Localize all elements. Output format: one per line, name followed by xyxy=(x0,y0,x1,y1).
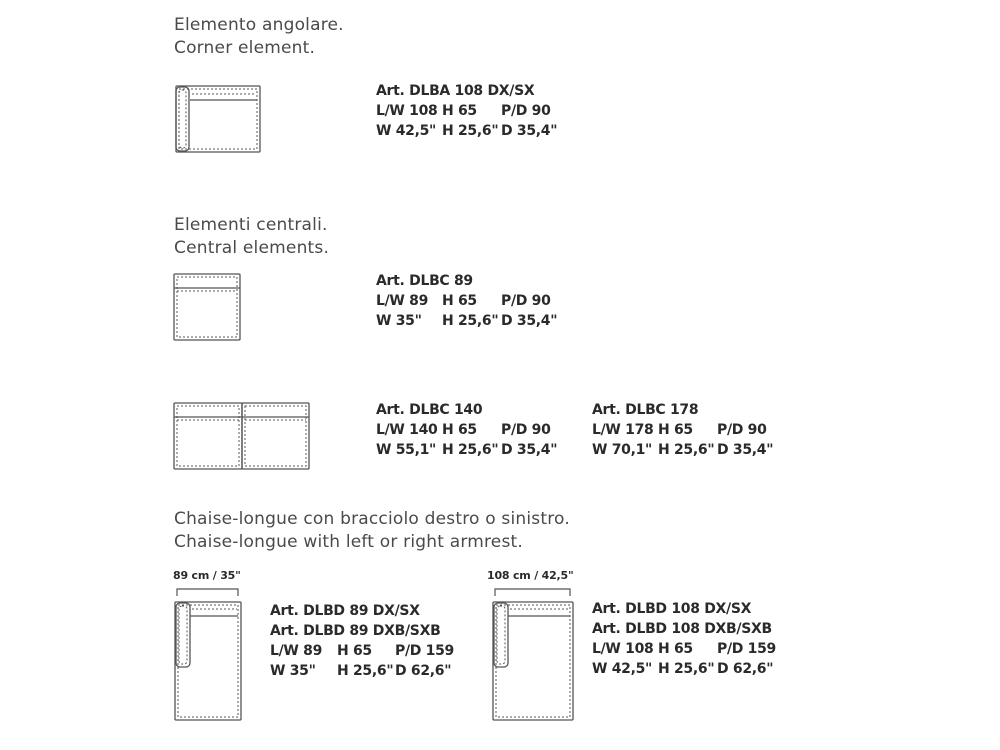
chaise-89-spec xyxy=(270,601,454,681)
central-89-metric-pd: P/D 90 xyxy=(501,293,551,309)
central-89-imperial-row xyxy=(376,311,557,331)
chaise-heading xyxy=(174,508,570,554)
central-140-imperial-h: H 25,6" xyxy=(442,442,499,458)
chaise-89-metric-row xyxy=(270,641,454,661)
central-heading xyxy=(174,214,329,260)
corner-imperial-row xyxy=(376,121,557,141)
chaise-89-dimension-label: 89 cm / 35" xyxy=(173,569,241,582)
central-140-spec xyxy=(376,400,557,460)
central-140-metric-lw: L/W 140 xyxy=(376,422,438,438)
chaise-89-art1: Art. DLBD 89 DX/SX xyxy=(270,603,420,619)
chaise-108-drawing xyxy=(490,598,576,724)
central-140-art: Art. DLBC 140 xyxy=(376,402,483,418)
chaise-108-imperial-w: W 42,5" xyxy=(592,661,653,677)
central-89-metric-h: H 65 xyxy=(442,293,477,309)
central-140-imperial-w: W 55,1" xyxy=(376,442,437,458)
corner-title-en: Corner element. xyxy=(174,38,316,58)
chaise-title-en: Chaise-longue with left or right armrest. xyxy=(174,532,523,552)
central-89-spec xyxy=(376,271,557,331)
central-89-drawing xyxy=(171,270,243,344)
central-178-imperial-w: W 70,1" xyxy=(592,442,653,458)
chaise-108-metric-lw: L/W 108 xyxy=(592,641,654,657)
central-140-metric-row xyxy=(376,420,557,440)
central-178-metric-lw: L/W 178 xyxy=(592,422,654,438)
central-140-metric-h: H 65 xyxy=(442,422,477,438)
chaise-89-metric-pd: P/D 159 xyxy=(395,643,454,659)
chaise-89-imperial-h: H 25,6" xyxy=(337,663,394,679)
corner-title-it: Elemento angolare. xyxy=(174,15,344,35)
corner-imperial-h: H 25,6" xyxy=(442,123,499,139)
chaise-108-imperial-h: H 25,6" xyxy=(658,661,715,677)
central-89-imperial-w: W 35" xyxy=(376,313,422,329)
central-178-metric-row xyxy=(592,420,773,440)
chaise-89-metric-lw: L/W 89 xyxy=(270,643,323,659)
central-178-art: Art. DLBC 178 xyxy=(592,402,699,418)
corner-metric-h: H 65 xyxy=(442,103,477,119)
central-combo-drawing xyxy=(171,399,313,473)
chaise-89-drawing xyxy=(172,598,244,724)
central-178-imperial-d: D 35,4" xyxy=(717,442,774,458)
central-title-en: Central elements. xyxy=(174,238,330,258)
corner-element-drawing xyxy=(172,82,264,156)
corner-metric-pd: P/D 90 xyxy=(501,103,551,119)
central-178-metric-pd: P/D 90 xyxy=(717,422,767,438)
chaise-108-dimension-label: 108 cm / 42,5" xyxy=(487,569,574,582)
central-140-imperial-d: D 35,4" xyxy=(501,442,558,458)
chaise-89-imperial-d: D 62,6" xyxy=(395,663,452,679)
central-178-imperial-h: H 25,6" xyxy=(658,442,715,458)
central-140-imperial-row xyxy=(376,440,557,460)
corner-art: Art. DLBA 108 DX/SX xyxy=(376,83,535,99)
chaise-108-imperial-row xyxy=(592,659,776,679)
chaise-89-metric-h: H 65 xyxy=(337,643,372,659)
chaise-89-imperial-w: W 35" xyxy=(270,663,316,679)
central-178-metric-h: H 65 xyxy=(658,422,693,438)
central-89-imperial-h: H 25,6" xyxy=(442,313,499,329)
chaise-89-art2: Art. DLBD 89 DXB/SXB xyxy=(270,623,441,639)
central-89-metric-lw: L/W 89 xyxy=(376,293,429,309)
corner-heading xyxy=(174,14,344,60)
chaise-108-dimension-line xyxy=(493,586,573,598)
central-140-metric-pd: P/D 90 xyxy=(501,422,551,438)
corner-metric-row xyxy=(376,101,557,121)
central-89-imperial-d: D 35,4" xyxy=(501,313,558,329)
corner-spec xyxy=(376,81,557,141)
chaise-108-metric-row xyxy=(592,639,776,659)
chaise-title-it: Chaise-longue con bracciolo destro o sinistro. xyxy=(174,509,570,529)
corner-metric-lw: L/W 108 xyxy=(376,103,438,119)
chaise-108-metric-pd: P/D 159 xyxy=(717,641,776,657)
chaise-108-spec xyxy=(592,599,776,679)
chaise-108-metric-h: H 65 xyxy=(658,641,693,657)
chaise-108-art1: Art. DLBD 108 DX/SX xyxy=(592,601,752,617)
central-178-spec xyxy=(592,400,773,460)
chaise-108-imperial-d: D 62,6" xyxy=(717,661,774,677)
corner-imperial-d: D 35,4" xyxy=(501,123,558,139)
central-89-art: Art. DLBC 89 xyxy=(376,273,473,289)
chaise-89-imperial-row xyxy=(270,661,454,681)
chaise-108-art2: Art. DLBD 108 DXB/SXB xyxy=(592,621,772,637)
central-title-it: Elementi centrali. xyxy=(174,215,328,235)
central-178-imperial-row xyxy=(592,440,773,460)
central-89-metric-row xyxy=(376,291,557,311)
corner-imperial-w: W 42,5" xyxy=(376,123,437,139)
chaise-89-dimension-line xyxy=(175,586,241,598)
